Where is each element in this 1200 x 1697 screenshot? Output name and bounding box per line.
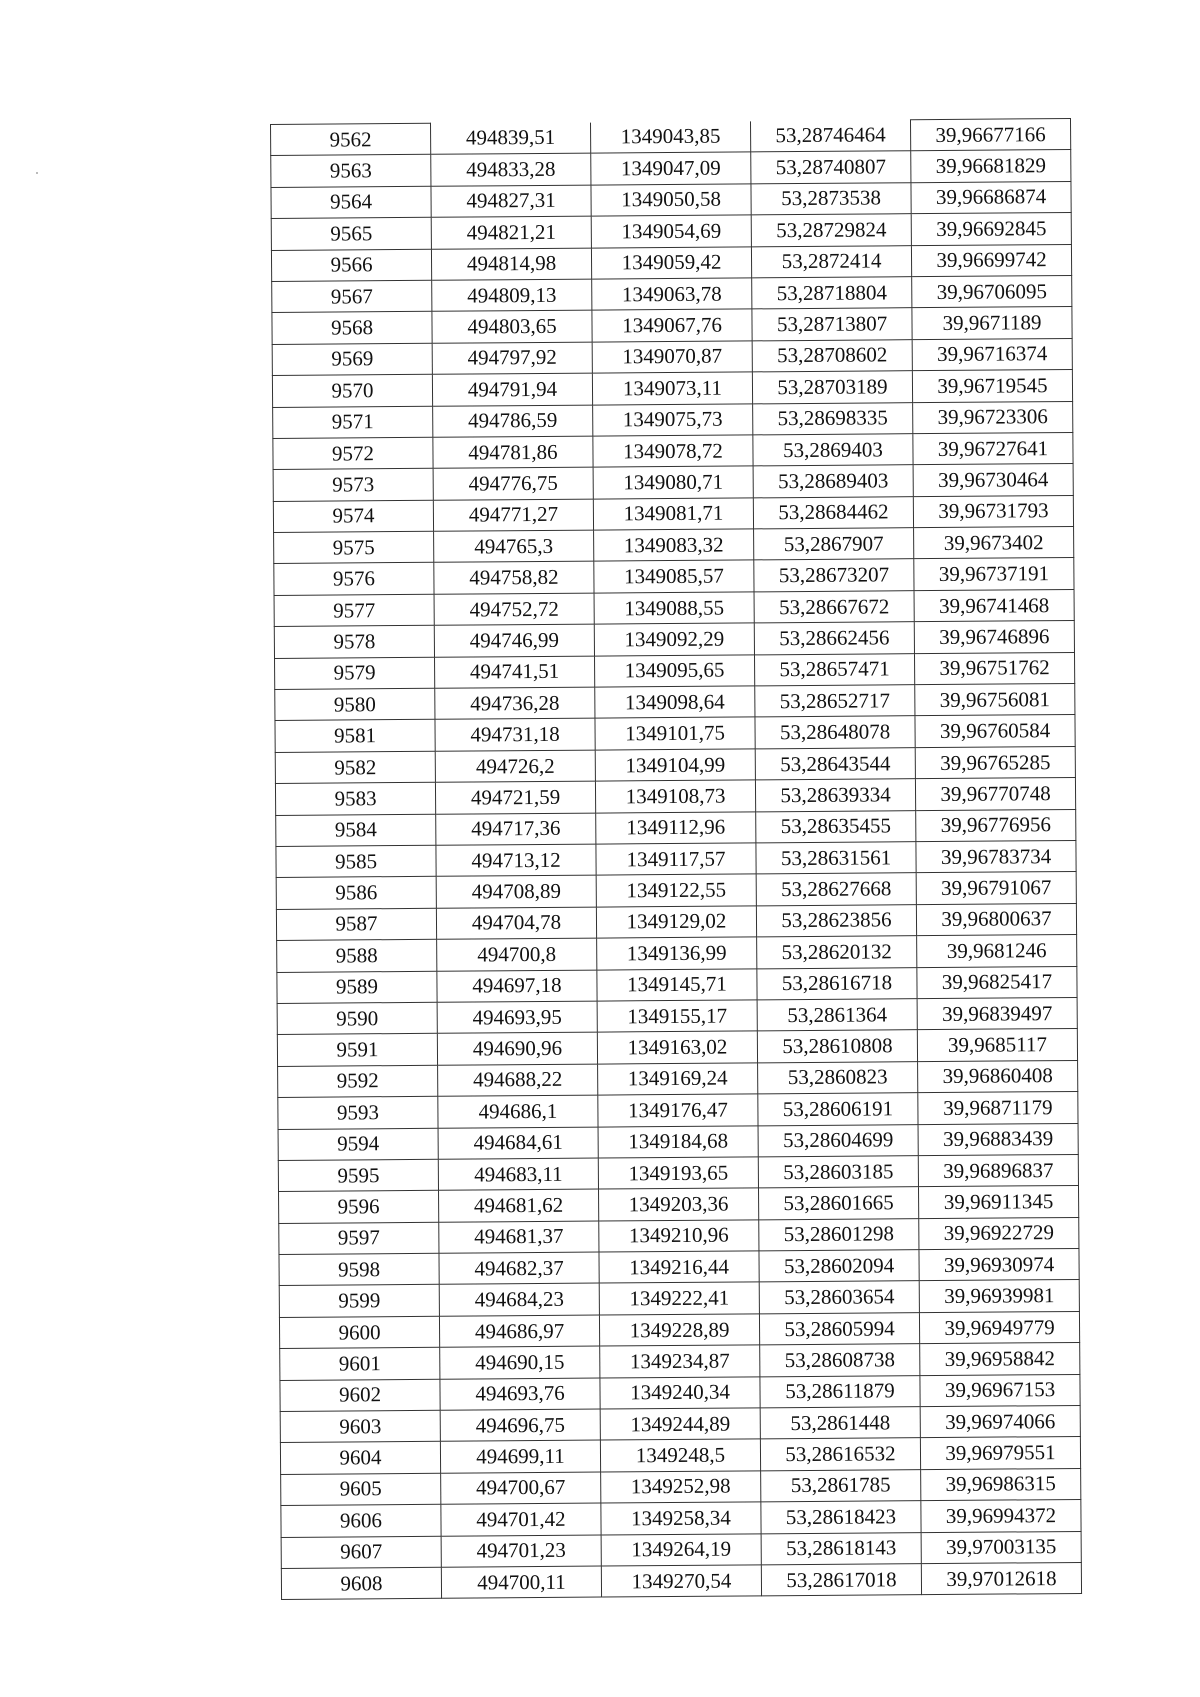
x-coordinate-cell: 494809,13	[432, 279, 592, 312]
point-number-cell: 9583	[275, 782, 435, 815]
scan-speck	[36, 172, 38, 174]
y-coordinate-cell: 1349088,55	[594, 592, 754, 625]
x-coordinate-cell: 494797,92	[432, 342, 592, 375]
latitude-cell: 53,28662456	[754, 622, 914, 655]
latitude-cell: 53,28635455	[756, 810, 916, 843]
x-coordinate-cell: 494827,31	[431, 185, 591, 218]
x-coordinate-cell: 494765,3	[434, 530, 594, 563]
point-number-cell: 9566	[271, 249, 431, 282]
point-number-cell: 9576	[274, 563, 434, 596]
point-number-cell: 9597	[279, 1222, 439, 1255]
y-coordinate-cell: 1349136,99	[597, 937, 757, 970]
latitude-cell: 53,28616718	[757, 967, 917, 1000]
x-coordinate-cell: 494708,89	[436, 875, 596, 908]
x-coordinate-cell: 494758,82	[434, 562, 594, 595]
point-number-cell: 9599	[279, 1285, 439, 1318]
point-number-cell: 9595	[278, 1159, 438, 1192]
latitude-cell: 53,28713807	[752, 308, 912, 341]
x-coordinate-cell: 494690,96	[437, 1032, 597, 1065]
x-coordinate-cell: 494697,18	[437, 970, 597, 1003]
table-row	[281, 1562, 1081, 1599]
point-number-cell: 9603	[280, 1410, 440, 1443]
y-coordinate-cell: 1349104,99	[595, 749, 755, 782]
latitude-cell: 53,28603185	[758, 1156, 918, 1189]
latitude-cell: 53,28616532	[760, 1438, 920, 1471]
point-number-cell: 9585	[276, 845, 436, 878]
longitude-cell: 39,96800637	[916, 903, 1076, 936]
point-number-cell: 9565	[271, 217, 431, 250]
x-coordinate-cell: 494746,99	[434, 624, 594, 657]
latitude-cell: 53,2869403	[753, 434, 913, 467]
longitude-cell: 39,96751762	[914, 652, 1074, 685]
x-coordinate-cell: 494701,42	[441, 1503, 601, 1536]
latitude-cell: 53,28623856	[756, 904, 916, 937]
x-coordinate-cell: 494771,27	[433, 499, 593, 532]
latitude-cell: 53,28746464	[750, 120, 910, 153]
longitude-cell: 39,96860408	[918, 1060, 1078, 1093]
longitude-cell: 39,96746896	[914, 621, 1074, 654]
longitude-cell: 39,96783734	[916, 840, 1076, 873]
y-coordinate-cell: 1349122,55	[596, 874, 756, 907]
y-coordinate-cell: 1349047,09	[591, 152, 751, 185]
longitude-cell: 39,9671189	[912, 307, 1072, 340]
longitude-cell: 39,96765285	[915, 746, 1075, 779]
longitude-cell: 39,96727641	[913, 432, 1073, 465]
latitude-cell: 53,28601298	[759, 1218, 919, 1251]
x-coordinate-cell: 494688,22	[438, 1064, 598, 1097]
latitude-cell: 53,28698335	[753, 402, 913, 435]
x-coordinate-cell: 494686,1	[438, 1095, 598, 1128]
longitude-cell: 39,97003135	[921, 1531, 1081, 1564]
y-coordinate-cell: 1349244,89	[600, 1408, 760, 1441]
y-coordinate-cell: 1349129,02	[596, 906, 756, 939]
longitude-cell: 39,9685117	[917, 1029, 1077, 1062]
latitude-cell: 53,2873538	[751, 182, 911, 215]
latitude-cell: 53,28657471	[754, 653, 914, 686]
x-coordinate-cell: 494721,59	[435, 781, 595, 814]
y-coordinate-cell: 1349112,96	[596, 811, 756, 844]
longitude-cell: 39,96896837	[918, 1154, 1078, 1187]
latitude-cell: 53,28643544	[755, 747, 915, 780]
longitude-cell: 39,96871179	[918, 1092, 1078, 1125]
point-number-cell: 9578	[274, 626, 434, 659]
y-coordinate-cell: 1349176,47	[598, 1094, 758, 1127]
longitude-cell: 39,96730464	[913, 464, 1073, 497]
x-coordinate-cell: 494693,95	[437, 1001, 597, 1034]
y-coordinate-cell: 1349059,42	[591, 246, 751, 279]
point-number-cell: 9574	[273, 500, 433, 533]
point-number-cell: 9573	[273, 469, 433, 502]
y-coordinate-cell: 1349222,41	[599, 1282, 759, 1315]
y-coordinate-cell: 1349108,73	[595, 780, 755, 813]
coordinates-table	[270, 118, 1082, 1600]
y-coordinate-cell: 1349184,68	[598, 1125, 758, 1158]
point-number-cell: 9606	[281, 1504, 441, 1537]
longitude-cell: 39,96986315	[921, 1468, 1081, 1501]
latitude-cell: 53,28606191	[758, 1093, 918, 1126]
longitude-cell: 39,96677166	[910, 118, 1070, 151]
latitude-cell: 53,28703189	[752, 371, 912, 404]
longitude-cell: 39,96716374	[912, 338, 1072, 371]
x-coordinate-cell: 494803,65	[432, 310, 592, 343]
y-coordinate-cell: 1349117,57	[596, 843, 756, 876]
y-coordinate-cell: 1349258,34	[601, 1502, 761, 1535]
longitude-cell: 39,96699742	[911, 244, 1071, 277]
point-number-cell: 9563	[271, 155, 431, 188]
point-number-cell: 9586	[276, 877, 436, 910]
longitude-cell: 39,96719545	[912, 370, 1072, 403]
latitude-cell: 53,28708602	[752, 339, 912, 372]
y-coordinate-cell: 1349163,02	[597, 1031, 757, 1064]
x-coordinate-cell: 494683,11	[438, 1158, 598, 1191]
x-coordinate-cell: 494701,23	[441, 1535, 601, 1568]
x-coordinate-cell: 494726,2	[435, 750, 595, 783]
x-coordinate-cell: 494684,61	[438, 1127, 598, 1160]
longitude-cell: 39,96922729	[919, 1217, 1079, 1250]
x-coordinate-cell: 494776,75	[433, 467, 593, 500]
x-coordinate-cell: 494699,11	[440, 1440, 600, 1473]
longitude-cell: 39,96939981	[919, 1280, 1079, 1313]
x-coordinate-cell: 494736,28	[435, 687, 595, 720]
x-coordinate-cell: 494690,15	[440, 1346, 600, 1379]
longitude-cell: 39,96776956	[916, 809, 1076, 842]
point-number-cell: 9579	[275, 657, 435, 690]
point-number-cell: 9572	[273, 437, 433, 470]
latitude-cell: 53,28611879	[760, 1375, 920, 1408]
y-coordinate-cell: 1349078,72	[593, 435, 753, 468]
y-coordinate-cell: 1349092,29	[594, 623, 754, 656]
latitude-cell: 53,28601665	[759, 1187, 919, 1220]
y-coordinate-cell: 1349083,32	[594, 529, 754, 562]
latitude-cell: 53,28718804	[752, 277, 912, 310]
point-number-cell: 9567	[272, 280, 432, 313]
latitude-cell: 53,28620132	[757, 936, 917, 969]
latitude-cell: 53,28627668	[756, 873, 916, 906]
latitude-cell: 53,28605994	[759, 1313, 919, 1346]
longitude-cell: 39,96883439	[918, 1123, 1078, 1156]
y-coordinate-cell: 1349264,19	[601, 1533, 761, 1566]
y-coordinate-cell: 1349210,96	[599, 1220, 759, 1253]
latitude-cell: 53,28603654	[759, 1281, 919, 1314]
latitude-cell: 53,28604699	[758, 1124, 918, 1157]
latitude-cell: 53,28648078	[755, 716, 915, 749]
point-number-cell: 9590	[277, 1002, 437, 1035]
x-coordinate-cell: 494686,97	[439, 1315, 599, 1348]
y-coordinate-cell: 1349234,87	[600, 1345, 760, 1378]
longitude-cell: 39,97012618	[921, 1562, 1081, 1595]
x-coordinate-cell: 494696,75	[440, 1409, 600, 1442]
x-coordinate-cell: 494681,37	[439, 1221, 599, 1254]
point-number-cell: 9594	[278, 1128, 438, 1161]
longitude-cell: 39,96839497	[917, 997, 1077, 1030]
latitude-cell: 53,28639334	[755, 779, 915, 812]
longitude-cell: 39,96974066	[920, 1405, 1080, 1438]
point-number-cell: 9608	[281, 1567, 441, 1600]
longitude-cell: 39,96930974	[919, 1249, 1079, 1282]
x-coordinate-cell: 494700,11	[441, 1566, 601, 1599]
latitude-cell: 53,28618423	[761, 1501, 921, 1534]
y-coordinate-cell: 1349270,54	[601, 1565, 761, 1598]
y-coordinate-cell: 1349098,64	[595, 686, 755, 719]
x-coordinate-cell: 494786,59	[433, 405, 593, 438]
longitude-cell: 39,96979551	[920, 1437, 1080, 1470]
point-number-cell: 9589	[277, 971, 437, 1004]
y-coordinate-cell: 1349081,71	[593, 498, 753, 531]
latitude-cell: 53,28608738	[760, 1344, 920, 1377]
x-coordinate-cell: 494781,86	[433, 436, 593, 469]
point-number-cell: 9591	[277, 1034, 437, 1067]
latitude-cell: 53,28689403	[753, 465, 913, 498]
point-number-cell: 9593	[278, 1096, 438, 1129]
x-coordinate-cell: 494752,72	[434, 593, 594, 626]
longitude-cell: 39,9673402	[914, 527, 1074, 560]
point-number-cell: 9575	[274, 531, 434, 564]
longitude-cell: 39,96911345	[918, 1186, 1078, 1219]
y-coordinate-cell: 1349085,57	[594, 560, 754, 593]
y-coordinate-cell: 1349054,69	[591, 215, 751, 248]
longitude-cell: 39,96760584	[915, 715, 1075, 748]
longitude-cell: 39,96723306	[913, 401, 1073, 434]
y-coordinate-cell: 1349252,98	[601, 1471, 761, 1504]
point-number-cell: 9604	[280, 1442, 440, 1475]
latitude-cell: 53,2861448	[760, 1407, 920, 1440]
x-coordinate-cell: 494741,51	[435, 656, 595, 689]
x-coordinate-cell: 494814,98	[431, 248, 591, 281]
x-coordinate-cell: 494704,78	[436, 907, 596, 940]
point-number-cell: 9605	[281, 1473, 441, 1506]
latitude-cell: 53,28618143	[761, 1532, 921, 1565]
y-coordinate-cell: 1349067,76	[592, 309, 752, 342]
x-coordinate-cell: 494682,37	[439, 1252, 599, 1285]
point-number-cell: 9562	[271, 123, 431, 156]
coordinates-table-body	[271, 118, 1082, 1599]
y-coordinate-cell: 1349193,65	[598, 1157, 758, 1190]
latitude-cell: 53,28667672	[754, 591, 914, 624]
latitude-cell: 53,28631561	[756, 842, 916, 875]
point-number-cell: 9571	[273, 406, 433, 439]
y-coordinate-cell: 1349228,89	[599, 1314, 759, 1347]
latitude-cell: 53,28610808	[757, 1030, 917, 1063]
point-number-cell: 9601	[280, 1347, 440, 1380]
latitude-cell: 53,2861364	[757, 999, 917, 1032]
point-number-cell: 9581	[275, 720, 435, 753]
y-coordinate-cell: 1349073,11	[592, 372, 752, 405]
longitude-cell: 39,96731793	[913, 495, 1073, 528]
latitude-cell: 53,28729824	[751, 214, 911, 247]
y-coordinate-cell: 1349075,73	[593, 403, 753, 436]
y-coordinate-cell: 1349095,65	[594, 655, 754, 688]
latitude-cell: 53,28652717	[755, 685, 915, 718]
x-coordinate-cell: 494713,12	[436, 844, 596, 877]
longitude-cell: 39,96692845	[911, 213, 1071, 246]
longitude-cell: 39,96958842	[920, 1343, 1080, 1376]
longitude-cell: 39,96949779	[919, 1311, 1079, 1344]
longitude-cell: 39,96737191	[914, 558, 1074, 591]
point-number-cell: 9570	[272, 374, 432, 407]
x-coordinate-cell: 494839,51	[430, 122, 590, 155]
point-number-cell: 9598	[279, 1253, 439, 1286]
y-coordinate-cell: 1349070,87	[592, 341, 752, 374]
longitude-cell: 39,96681829	[911, 150, 1071, 183]
longitude-cell: 39,96967153	[920, 1374, 1080, 1407]
x-coordinate-cell: 494700,8	[437, 938, 597, 971]
longitude-cell: 39,96756081	[915, 684, 1075, 717]
longitude-cell: 39,96994372	[921, 1500, 1081, 1533]
latitude-cell: 53,28684462	[753, 496, 913, 529]
latitude-cell: 53,28740807	[751, 151, 911, 184]
point-number-cell: 9582	[275, 751, 435, 784]
point-number-cell: 9592	[278, 1065, 438, 1098]
x-coordinate-cell: 494700,67	[441, 1472, 601, 1505]
y-coordinate-cell: 1349043,85	[590, 121, 750, 154]
latitude-cell: 53,28673207	[754, 559, 914, 592]
point-number-cell: 9607	[281, 1536, 441, 1569]
y-coordinate-cell: 1349101,75	[595, 717, 755, 750]
x-coordinate-cell: 494833,28	[431, 153, 591, 186]
longitude-cell: 39,96791067	[916, 872, 1076, 905]
y-coordinate-cell: 1349063,78	[592, 278, 752, 311]
latitude-cell: 53,2860823	[758, 1061, 918, 1094]
longitude-cell: 39,9681246	[917, 935, 1077, 968]
longitude-cell: 39,96825417	[917, 966, 1077, 999]
point-number-cell: 9587	[276, 908, 436, 941]
x-coordinate-cell: 494717,36	[436, 813, 596, 846]
point-number-cell: 9600	[279, 1316, 439, 1349]
longitude-cell: 39,96741468	[914, 589, 1074, 622]
y-coordinate-cell: 1349169,24	[598, 1063, 758, 1096]
x-coordinate-cell: 494731,18	[435, 718, 595, 751]
point-number-cell: 9602	[280, 1379, 440, 1412]
y-coordinate-cell: 1349145,71	[597, 968, 757, 1001]
latitude-cell: 53,2861785	[761, 1469, 921, 1502]
x-coordinate-cell: 494684,23	[439, 1284, 599, 1317]
point-number-cell: 9577	[274, 594, 434, 627]
y-coordinate-cell: 1349080,71	[593, 466, 753, 499]
latitude-cell: 53,2867907	[754, 528, 914, 561]
x-coordinate-cell: 494821,21	[431, 216, 591, 249]
latitude-cell: 53,28602094	[759, 1250, 919, 1283]
point-number-cell: 9588	[277, 939, 437, 972]
latitude-cell: 53,28617018	[761, 1564, 921, 1597]
coordinates-table-container	[270, 118, 1082, 1600]
point-number-cell: 9564	[271, 186, 431, 219]
x-coordinate-cell: 494681,62	[439, 1189, 599, 1222]
y-coordinate-cell: 1349155,17	[597, 1000, 757, 1033]
y-coordinate-cell: 1349203,36	[599, 1188, 759, 1221]
longitude-cell: 39,96706095	[912, 275, 1072, 308]
y-coordinate-cell: 1349050,58	[591, 184, 751, 217]
point-number-cell: 9569	[272, 343, 432, 376]
x-coordinate-cell: 494693,76	[440, 1378, 600, 1411]
y-coordinate-cell: 1349216,44	[599, 1251, 759, 1284]
y-coordinate-cell: 1349248,5	[600, 1439, 760, 1472]
point-number-cell: 9584	[276, 814, 436, 847]
point-number-cell: 9580	[275, 688, 435, 721]
point-number-cell: 9596	[279, 1191, 439, 1224]
longitude-cell: 39,96770748	[915, 778, 1075, 811]
longitude-cell: 39,96686874	[911, 181, 1071, 214]
y-coordinate-cell: 1349240,34	[600, 1376, 760, 1409]
point-number-cell: 9568	[272, 312, 432, 345]
x-coordinate-cell: 494791,94	[432, 373, 592, 406]
latitude-cell: 53,2872414	[751, 245, 911, 278]
